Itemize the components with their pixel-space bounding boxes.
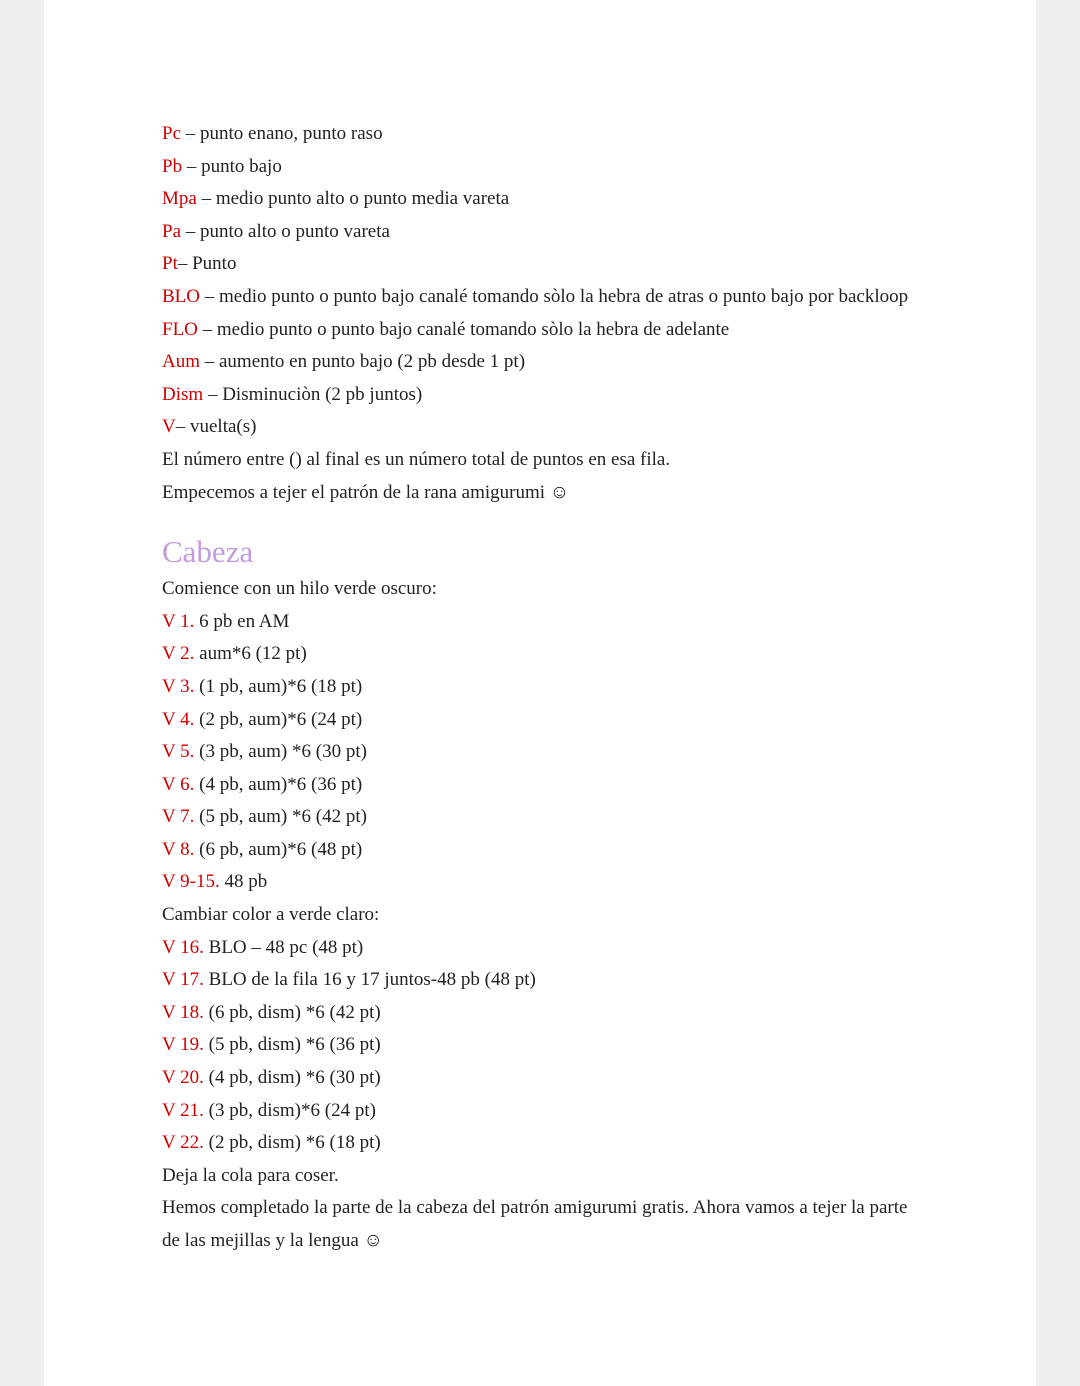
abbreviation-list (162, 118, 922, 444)
pattern-row (162, 1062, 922, 1095)
abbreviation-item (162, 216, 922, 249)
row-instruction: (5 pb, dism) *6 (36 pt) (203, 1034, 381, 1056)
abbreviation-item (162, 183, 922, 216)
abbreviation-item (162, 379, 922, 412)
abbreviation-term: Pt (162, 253, 178, 275)
row-label: V 17. (162, 969, 204, 991)
abbreviation-term: Dism (162, 383, 204, 405)
abbreviation-term: Pc (162, 123, 181, 144)
abbreviation-description: – aumento en punto bajo (2 pb desde 1 pt) (200, 351, 526, 373)
tail-note: Deja la cola para coser. (162, 1164, 339, 1186)
abbreviation-description: – medio punto alto o punto media vareta (196, 188, 510, 210)
pattern-row (162, 606, 922, 639)
abbreviation-item (162, 346, 922, 379)
row-label: V 5. (162, 741, 195, 763)
abbreviation-description: – medio punto o punto bajo canalé tomando sòlo la hebra de adelante (197, 318, 730, 340)
abbreviation-term: Pa (162, 220, 181, 242)
row-instruction: 6 pb en AM (194, 610, 290, 632)
pattern-row (162, 964, 922, 997)
stitch-count-note: El número entre () al final es un número total de puntos en esa fila. (162, 448, 671, 470)
abbreviation-term: Pb (162, 155, 183, 177)
abbreviation-item (162, 118, 922, 151)
pattern-row (162, 932, 922, 965)
row-instruction: BLO de la fila 16 y 17 juntos-48 pb (48 pt) (203, 969, 536, 991)
abbreviation-term: Aum (162, 351, 200, 373)
abbreviation-description: – vuelta(s) (175, 416, 257, 438)
row-instruction: (3 pb, aum) *6 (30 pt) (194, 741, 367, 763)
abbreviation-item (162, 248, 922, 281)
pattern-rows-dark (162, 606, 922, 899)
abbreviation-term: FLO (162, 318, 198, 340)
pattern-row (162, 1127, 922, 1160)
row-instruction: (4 pb, dism) *6 (30 pt) (203, 1067, 381, 1089)
row-instruction: (3 pb, dism)*6 (24 pt) (203, 1099, 376, 1121)
pattern-row (162, 1095, 922, 1128)
row-instruction: (4 pb, aum)*6 (36 pt) (194, 773, 363, 795)
pattern-row (162, 1029, 922, 1062)
abbreviation-description: – punto enano, punto raso (181, 123, 383, 144)
row-label: V 18. (162, 1001, 204, 1023)
row-instruction: (1 pb, aum)*6 (18 pt) (194, 675, 363, 697)
pattern-row (162, 769, 922, 802)
abbreviation-description: – Disminuciòn (2 pb juntos) (203, 383, 423, 405)
row-label: V 19. (162, 1034, 204, 1056)
abbreviation-item (162, 151, 922, 184)
row-label: V 20. (162, 1067, 204, 1089)
start-note: Comience con un hilo verde oscuro: (162, 578, 437, 600)
pattern-row (162, 671, 922, 704)
row-label: V 16. (162, 936, 204, 958)
row-label: V 3. (162, 675, 195, 697)
pattern-row (162, 638, 922, 671)
closing-paragraph: Hemos completado la parte de la cabeza del patrón amigurumi gratis. Ahora vamos a tejer la parte de las mejillas y la lengua ☺ (162, 1197, 908, 1251)
abbreviation-description: – punto alto o punto vareta (181, 220, 390, 242)
row-instruction: (6 pb, aum)*6 (48 pt) (194, 838, 363, 860)
row-label: V 9-15. (162, 871, 220, 893)
section-heading: Cabeza (162, 534, 254, 570)
article-content (162, 118, 922, 1258)
abbreviation-term: V (162, 416, 176, 438)
row-label: V 22. (162, 1132, 204, 1154)
pattern-row (162, 736, 922, 769)
row-instruction: (5 pb, aum) *6 (42 pt) (194, 806, 367, 828)
abbreviation-description: – Punto (177, 253, 237, 275)
row-label: V 2. (162, 643, 195, 665)
abbreviation-item (162, 281, 922, 314)
row-instruction: (6 pb, dism) *6 (42 pt) (203, 1001, 381, 1023)
pattern-rows-light (162, 932, 922, 1160)
row-label: V 7. (162, 806, 195, 828)
pattern-row (162, 834, 922, 867)
abbreviation-term: Mpa (162, 188, 197, 210)
row-instruction: 48 pb (219, 871, 268, 893)
row-label: V 4. (162, 708, 195, 730)
pattern-row (162, 997, 922, 1030)
row-label: V 1. (162, 610, 195, 632)
intro-start-text: Empecemos a tejer el patrón de la rana amigurumi ☺ (162, 481, 570, 503)
abbreviation-description: – punto bajo (182, 155, 282, 177)
pattern-row (162, 866, 922, 899)
color-change-note: Cambiar color a verde claro: (162, 904, 380, 926)
pattern-row (162, 801, 922, 834)
abbreviation-description: – medio punto o punto bajo canalé tomando sòlo la hebra de atras o punto bajo por backloop (200, 285, 909, 307)
row-instruction: BLO – 48 pc (48 pt) (203, 936, 364, 958)
pattern-row (162, 704, 922, 737)
document-page (44, 0, 1036, 1386)
abbreviation-item (162, 411, 922, 444)
row-instruction: (2 pb, dism) *6 (18 pt) (203, 1132, 381, 1154)
abbreviation-term: BLO (162, 285, 200, 307)
row-label: V 8. (162, 838, 195, 860)
row-instruction: (2 pb, aum)*6 (24 pt) (194, 708, 363, 730)
row-instruction: aum*6 (12 pt) (194, 643, 307, 665)
abbreviation-item (162, 314, 922, 347)
row-label: V 6. (162, 773, 195, 795)
row-label: V 21. (162, 1099, 204, 1121)
